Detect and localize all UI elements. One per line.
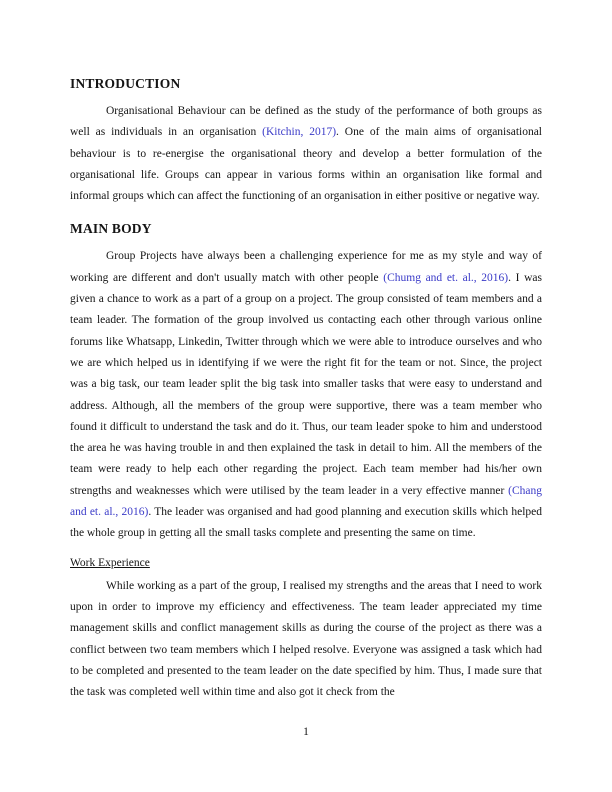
paragraph-text: . One of the main aims of organisational behaviour is to re-energise the organisational theory and develop a better formulation of the organisational life. Groups can appear in various forms within an organisation like formal and informal groups which can affect the functioning of an organisation in either positive or negative way. (70, 126, 543, 203)
paragraph-text: Group Projects have always been a challenging experience for me as my style and way of working are different and don't usually match with other people (70, 250, 542, 284)
paragraph-text: . The leader was organised and had good planning and execution skills which helped the whole group in getting all the small tasks complete and presenting the same on time. (70, 506, 542, 540)
introduction-paragraph (70, 101, 542, 207)
heading-work-experience: Work Experience (70, 556, 150, 569)
page-number: 1 (303, 726, 309, 738)
heading-main-body: MAIN BODY (70, 221, 152, 237)
work-experience-paragraph: While working as a part of the group, I realised my strengths and the areas that I need to work upon in order to improve my efficiency and effectiveness. The team leader appreciated my time management skills and conflict management skills as during the course of the project as there was a conflict between two team members which I helped resolve. Everyone was assigned a task which had to be completed and presented to the team leader on the date specified by him. Thus, I made sure that the task was completed well within time and also got it check from the (70, 579, 542, 699)
citation-chang-2016: (Chang and et. al., 2016) (70, 484, 542, 519)
citation-chumg-2016: (Chumg and et. al., 2016) (383, 271, 509, 284)
main-body-paragraph (70, 246, 542, 544)
page-content (70, 76, 542, 705)
citation-kitchin-2017: (Kitchin, 2017) (262, 126, 337, 139)
paragraph-text: Organisational Behaviour can be defined as the study of the performance of both groups as well as individuals in an organisation (70, 105, 542, 139)
paragraph-text: . I was given a chance to work as a part of a group on a project. The group consisted of team members and a team leader. The formation of the group involved us contacting each other through various online forums like Whatsapp, Linkedin, Twitter through which we were able to introduce ourselves and who we are which helped us in identifying if we were the right fit for the team or not. Since, the project was a big task, our team leader split the big task into smaller tasks that were easy to understand and address. Although, all the members of the group were supportive, there was a team member who found it difficult to understand the task and do it. Thus, our team leader spoke to him and understood the area he was having trouble in and then explained the task in detail to him. All the members of the team were ready to help each other regarding the project. Each team member had his/her own strengths and weaknesses which were utilised by the team leader in a very effective manner (70, 271, 542, 497)
heading-introduction: INTRODUCTION (70, 76, 181, 91)
